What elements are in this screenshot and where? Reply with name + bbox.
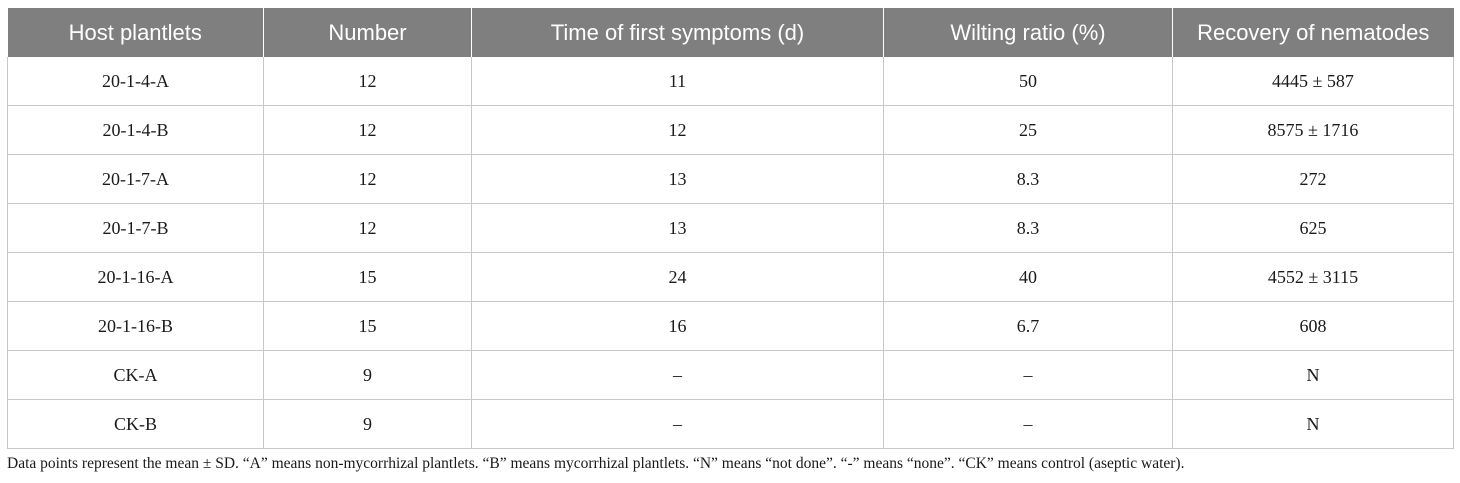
cell-time: 12 [472,106,884,155]
cell-time: – [472,400,884,449]
table-row [8,155,1454,204]
header-recovery-nematodes: Recovery of nematodes [1173,8,1454,57]
cell-time: 13 [472,155,884,204]
cell-wilting: 8.3 [884,204,1173,253]
cell-time: 11 [472,57,884,106]
table-header [8,8,1454,57]
cell-number: 15 [264,253,472,302]
header-row [8,8,1454,57]
cell-recovery: 8575 ± 1716 [1173,106,1454,155]
cell-host: CK-A [8,351,264,400]
cell-host: 20-1-4-A [8,57,264,106]
table-row [8,204,1454,253]
data-table [7,8,1454,449]
table-row [8,302,1454,351]
cell-number: 12 [264,204,472,253]
cell-host: 20-1-4-B [8,106,264,155]
cell-wilting: 8.3 [884,155,1173,204]
cell-recovery: 625 [1173,204,1454,253]
table-row [8,400,1454,449]
table-row [8,351,1454,400]
cell-recovery: 608 [1173,302,1454,351]
header-host-plantlets: Host plantlets [8,8,264,57]
cell-wilting: 6.7 [884,302,1173,351]
cell-recovery: 4552 ± 3115 [1173,253,1454,302]
cell-host: 20-1-7-B [8,204,264,253]
cell-number: 9 [264,400,472,449]
cell-wilting: – [884,400,1173,449]
cell-recovery: N [1173,351,1454,400]
table-row [8,106,1454,155]
cell-time: 24 [472,253,884,302]
cell-host: 20-1-16-B [8,302,264,351]
cell-host: CK-B [8,400,264,449]
cell-number: 15 [264,302,472,351]
cell-wilting: – [884,351,1173,400]
cell-host: 20-1-16-A [8,253,264,302]
cell-time: – [472,351,884,400]
cell-recovery: 4445 ± 587 [1173,57,1454,106]
cell-time: 13 [472,204,884,253]
cell-wilting: 50 [884,57,1173,106]
cell-host: 20-1-7-A [8,155,264,204]
cell-number: 9 [264,351,472,400]
table-footnote: Data points represent the mean ± SD. “A” means non-mycorrhizal plantlets. “B” means mycorrhizal plantlets. “N” means “not done”. “-” means “none”. “CK” means control (aseptic water). [7,455,1185,472]
table-row [8,253,1454,302]
cell-time: 16 [472,302,884,351]
header-wilting-ratio: Wilting ratio (%) [884,8,1173,57]
data-table-container [7,8,1453,449]
cell-recovery: N [1173,400,1454,449]
table-body [8,57,1454,449]
cell-number: 12 [264,57,472,106]
cell-number: 12 [264,155,472,204]
cell-wilting: 40 [884,253,1173,302]
header-time-first-symptoms: Time of first symptoms (d) [472,8,884,57]
cell-recovery: 272 [1173,155,1454,204]
header-number: Number [264,8,472,57]
table-row [8,57,1454,106]
cell-wilting: 25 [884,106,1173,155]
cell-number: 12 [264,106,472,155]
